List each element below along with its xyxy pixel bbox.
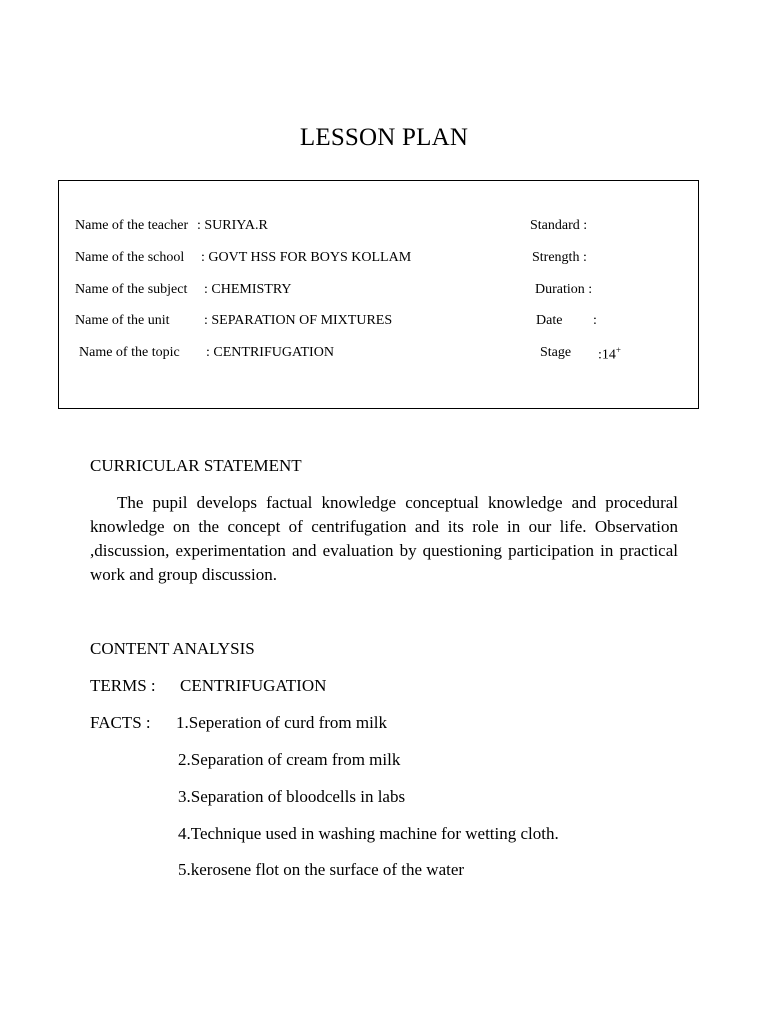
teacher-label: Name of the teacher xyxy=(75,218,189,233)
content-analysis-heading: CONTENT ANALYSIS xyxy=(90,639,255,658)
date-label: Date xyxy=(536,313,563,328)
lesson-info-box xyxy=(58,180,699,409)
fact-item-1: 1.Seperation of curd from milk xyxy=(176,713,388,732)
topic-value: : CENTRIFUGATION xyxy=(206,345,334,360)
duration-label: Duration : xyxy=(535,282,593,297)
info-row-school xyxy=(59,250,698,270)
school-value: : GOVT HSS FOR BOYS KOLLAM xyxy=(201,250,412,265)
topic-label: Name of the topic xyxy=(79,345,180,360)
stage-sup: + xyxy=(615,345,621,355)
unit-value: : SEPARATION OF MIXTURES xyxy=(204,313,393,328)
terms-value: CENTRIFUGATION xyxy=(180,676,327,695)
unit-label: Name of the unit xyxy=(75,313,170,328)
standard-label: Standard : xyxy=(530,218,588,233)
subject-label: Name of the subject xyxy=(75,282,188,297)
fact-item-4: 4.Technique used in washing machine for wetting cloth. xyxy=(178,824,559,843)
date-value: : xyxy=(593,313,597,328)
strength-label: Strength : xyxy=(532,250,587,265)
teacher-value: : SURIYA.R xyxy=(197,218,268,233)
curricular-heading: CURRICULAR STATEMENT xyxy=(90,456,302,475)
fact-item-2: 2.Separation of cream from milk xyxy=(178,750,401,769)
fact-item-5: 5.kerosene flot on the surface of the water xyxy=(178,860,465,879)
info-row-subject xyxy=(59,282,698,302)
stage-number: :14 xyxy=(598,347,616,363)
stage-label: Stage xyxy=(540,345,572,360)
page-title: LESSON PLAN xyxy=(299,124,469,151)
terms-label: TERMS : xyxy=(90,676,156,695)
school-label: Name of the school xyxy=(75,250,185,265)
info-row-unit xyxy=(59,313,698,333)
stage-value xyxy=(598,345,621,364)
info-row-topic xyxy=(59,345,698,365)
curricular-paragraph: The pupil develops factual knowledge conceptual knowledge and procedural knowledge on the concept of centrifugation and its role in our life. Observation ,discussion, experimentation and evaluation by questioning participation in practical work and group discussion. xyxy=(90,493,678,584)
subject-value: : CHEMISTRY xyxy=(204,282,292,297)
info-row-teacher xyxy=(59,218,698,238)
fact-item-3: 3.Separation of bloodcells in labs xyxy=(178,787,406,806)
facts-label: FACTS : xyxy=(90,713,151,732)
